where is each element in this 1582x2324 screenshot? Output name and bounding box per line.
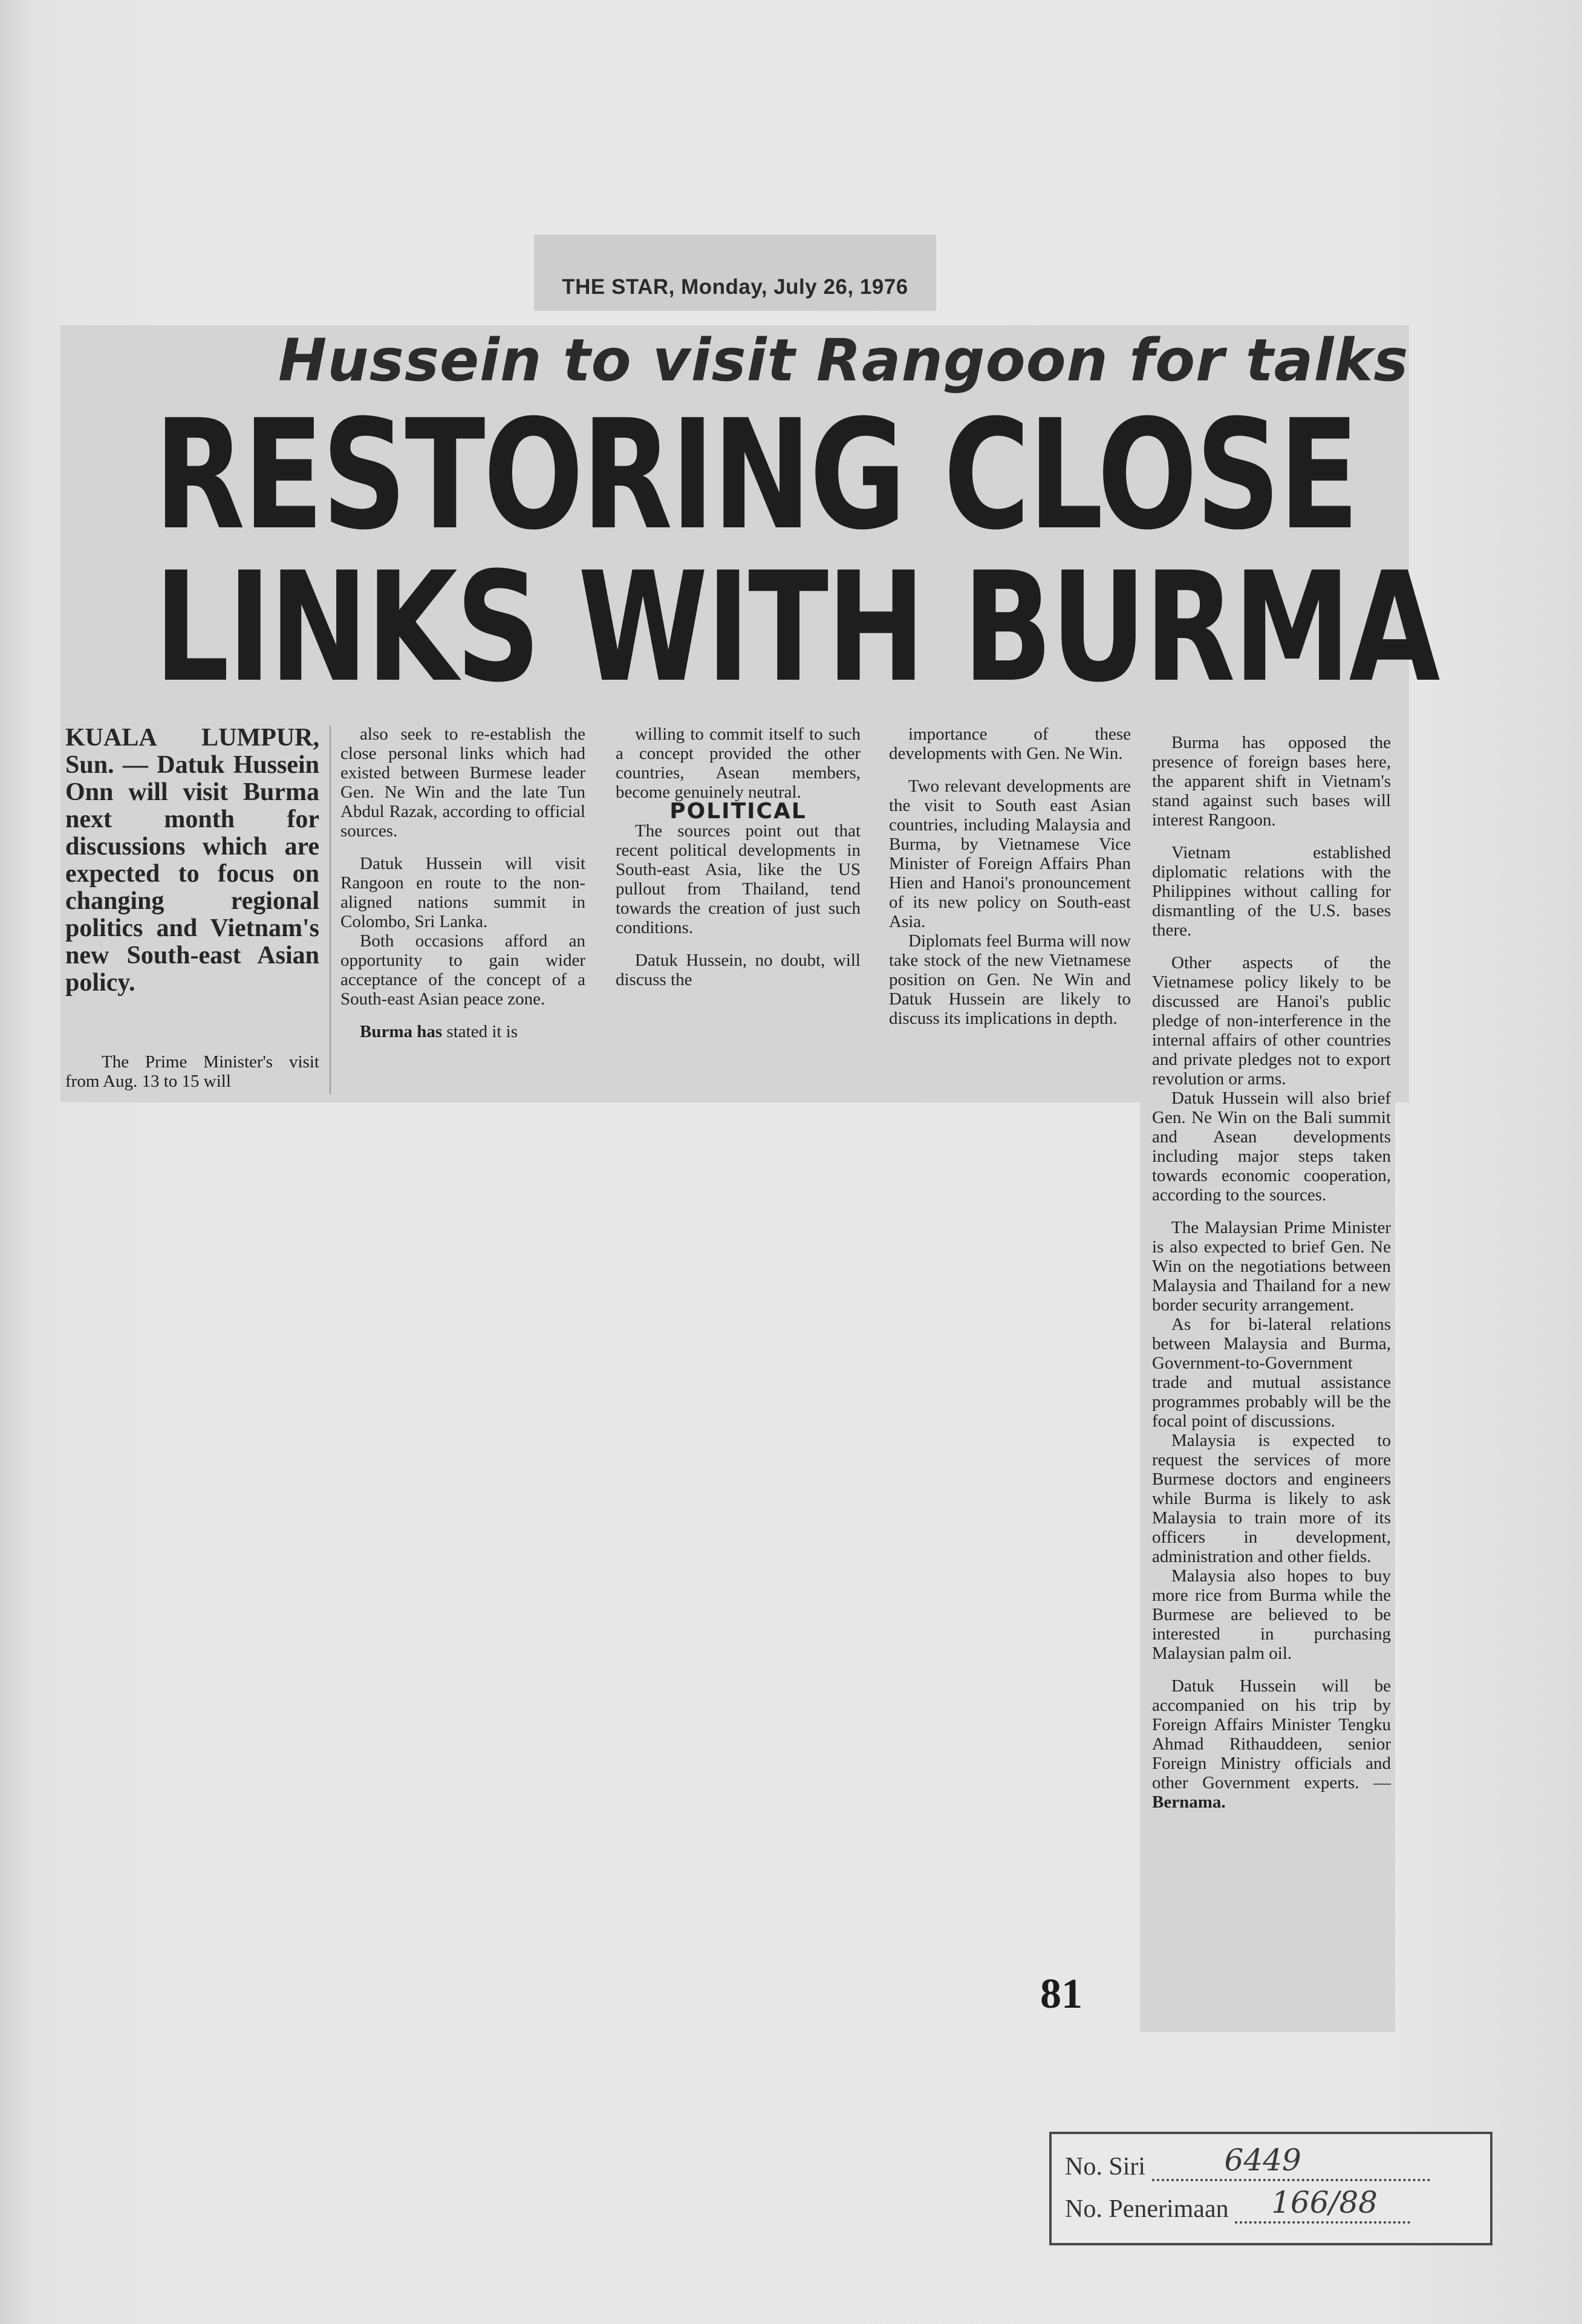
- column-3-paragraph: willing to commit itself to such a concept provided the other countries, Asean members, become genuinely neutral.: [616, 724, 861, 802]
- column-3-paragraph: The sources point out that recent political developments in South-east Asia, like the US pullout from Thailand, tend towards the creation of just such conditions.: [616, 821, 861, 937]
- column-2-paragraph: Both occasions afford an opportunity to gain wider acceptance of the concept of a South-east Asian peace zone.: [340, 931, 585, 1009]
- penerimaan-handwritten-value: 166/88: [1271, 2185, 1378, 2220]
- siri-handwritten-value: 6449: [1224, 2143, 1301, 2178]
- column-3-paragraph: Datuk Hussein, no doubt, will discuss the: [616, 951, 861, 989]
- column-5-paragraph: Malaysia also hopes to buy more rice from Burma while the Burmese are believed to be interested in purchasing Malaysian palm oil.: [1152, 1566, 1391, 1663]
- main-headline: [154, 387, 1439, 715]
- column-1-paragraph: The Prime Minister's visit from Aug. 13 to 15 will: [65, 1052, 319, 1091]
- column-1-tail: [65, 1052, 319, 1091]
- column-2-lead-in: Burma has: [360, 1022, 443, 1041]
- page-number: 81: [1040, 1971, 1082, 2017]
- masthead: THE STAR, Monday, July 26, 1976: [562, 275, 908, 299]
- column-5-paragraph: Vietnam established diplomatic relations with the Philippines without calling for dismantling of the U.S. bases there.: [1152, 843, 1391, 940]
- headline-line-1: RESTORING CLOSE: [154, 387, 1358, 563]
- article-column-4: [889, 724, 1131, 1028]
- column-4-paragraph: Two relevant developments are the visit to South east Asian countries, including Malaysia and Burma, by Vietnamese Vice Minister of Foreign Affairs Phan Hien and Hanoi's pronouncement of its new policy on South-east Asia.: [889, 776, 1131, 931]
- column-5-paragraph: Datuk Hussein will also brief Gen. Ne Win on the Bali summit and Asean developments including major steps taken towards economic cooperation, according to the sources.: [1152, 1089, 1391, 1205]
- article-column-3: [616, 724, 861, 989]
- article-column-2: [340, 724, 585, 1041]
- news-agency-credit: Bernama.: [1152, 1792, 1226, 1812]
- lede-paragraph: KUALA LUMPUR, Sun. — Datuk Hussein Onn will visit Burma next month for discussions which are expected to focus on changing regional politics and Vietnam's new South-east Asian policy.: [65, 724, 319, 997]
- column-5-paragraph: The Malaysian Prime Minister is also expected to brief Gen. Ne Win on the negotiations between Malaysia and Thailand for a new border security arrangement.: [1152, 1218, 1391, 1315]
- column-rule: [330, 726, 331, 1095]
- siri-dotted-line: [1152, 2143, 1430, 2181]
- column-2-paragraph: also seek to re-establish the close personal links which had existed between Burmese leader Gen. Ne Win and the late Tun Abdul Razak, according to official sources.: [340, 724, 585, 841]
- column-2-paragraph-end: stated it is: [442, 1022, 518, 1041]
- siri-label: No. Siri: [1065, 2153, 1146, 2181]
- column-5-paragraph: Datuk Hussein will be accompanied on his trip by Foreign Affairs Minister Tengku Ahmad Rithauddeen, senior Foreign Ministry officials and other Government experts. —: [1152, 1676, 1391, 1792]
- article-column-5: [1152, 733, 1391, 1812]
- kicker-headline: Hussein to visit Rangoon for talks: [278, 327, 1409, 394]
- stamp-row-siri: [1065, 2143, 1430, 2181]
- stamp-row-penerimaan: [1065, 2185, 1410, 2224]
- column-5-paragraph: Malaysia is expected to request the services of more Burmese doctors and engineers while Burma is likely to ask Malaysia to train more of its officers in development, administration and other fields.: [1152, 1431, 1391, 1566]
- column-2-paragraph: Datuk Hussein will visit Rangoon en route to the non-aligned nations summit in Colombo, Sri Lanka.: [340, 854, 585, 931]
- column-5-paragraph: As for bi-lateral relations between Malaysia and Burma, Government-to-Government trade and mutual assistance programmes probably will be the focal point of discussions.: [1152, 1315, 1391, 1431]
- penerimaan-label: No. Penerimaan: [1065, 2195, 1229, 2223]
- article-lede: [65, 724, 319, 997]
- archive-stamp: [1049, 2132, 1492, 2245]
- penerimaan-dotted-line: [1235, 2185, 1410, 2224]
- column-5-paragraph: Other aspects of the Vietnamese policy likely to be discussed are Hanoi's public pledge of non-interference in the internal affairs of other countries and private pledges not to export revolution or arms.: [1152, 953, 1391, 1089]
- column-4-paragraph: Diplomats feel Burma will now take stock of the new Vietnamese position on Gen. Ne Win and Datuk Hussein are likely to discuss its implications in depth.: [889, 931, 1131, 1028]
- section-subhead: POLITICAL: [669, 799, 807, 824]
- column-5-paragraph: Burma has opposed the presence of foreign bases here, the apparent shift in Vietnam's stand against such bases will interest Rangoon.: [1152, 733, 1391, 830]
- column-4-paragraph: importance of these developments with Gen. Ne Win.: [889, 724, 1131, 763]
- headline-line-2: LINKS WITH BURMA: [154, 539, 1439, 715]
